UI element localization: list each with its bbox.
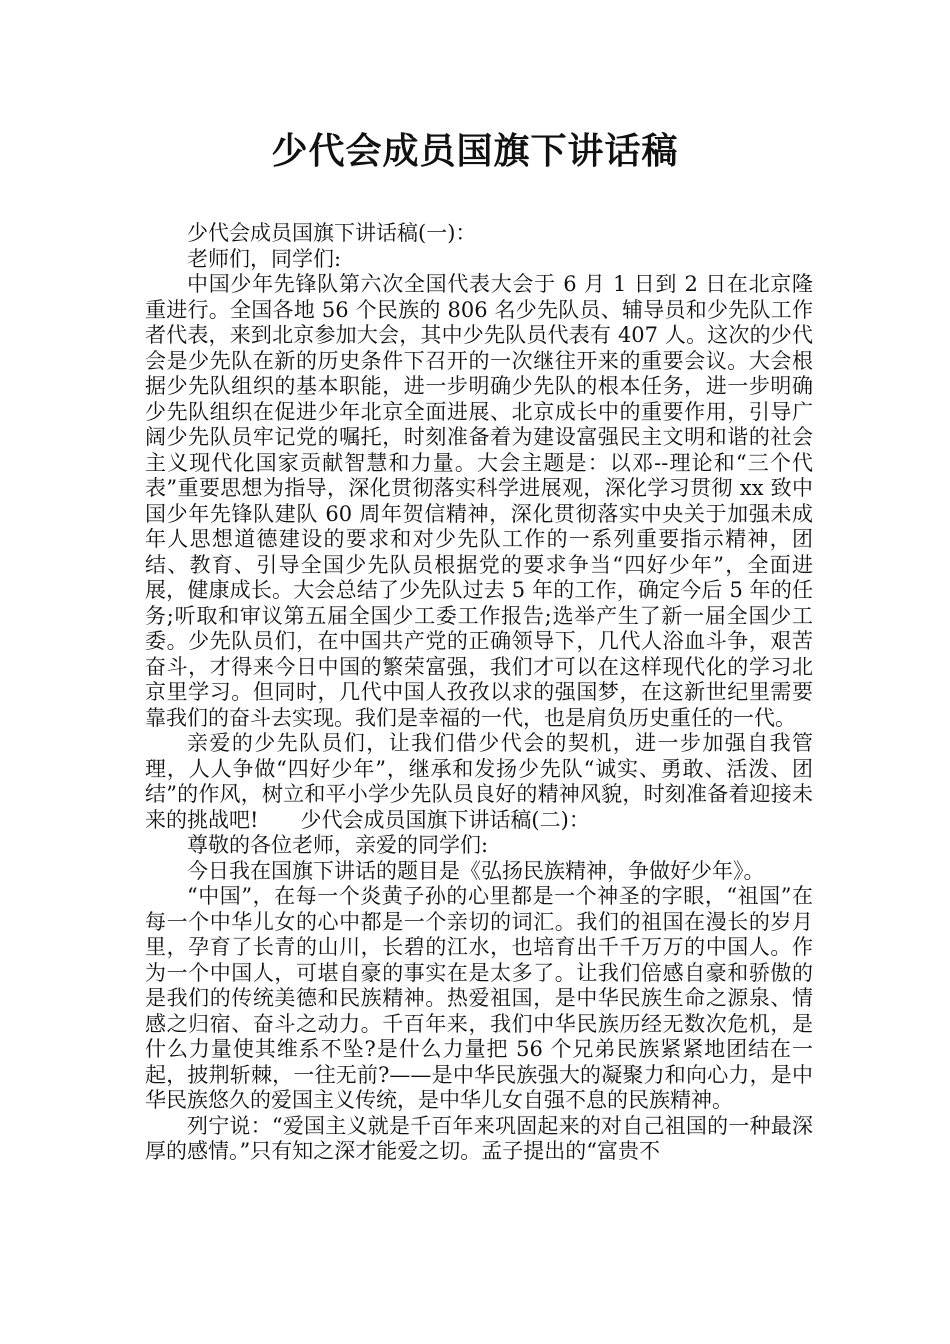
paragraph-salutation-1: 老师们，同学们: <box>187 246 342 271</box>
document-body <box>145 221 813 1165</box>
paragraph: 亲爱的少先队员们，让我们借少代会的契机，进一步加强自我管理，人人争做“四好少年”，继承和发扬少先队“诚实、勇敢、活泼、团结”的作风，树立和平小学少先队员良好的精神风貌，时刻准备着迎接未来的挑战吧! 少代会成员国旗下讲话稿(二)： <box>145 731 813 832</box>
paragraph: 中国少年先锋队第六次全国代表大会于 6 月 1 日到 2 日在北京隆重进行。全国各地 56 个民族的 806 名少先队员、辅导员和少先队工作者代表，来到北京参加大会，其中少先队员代表有 407 人。这次的少代会是少先队在新的历史条件下召开的一次继往开来的重要会议。大会根据少先队组织的基本职能，进一步明确少先队的根本任务，进一步明确少先队组织在促进少年北京全面进展、北京成长中的重要作用，引导广阔少先队员牢记党的嘱托，时刻准备着为建设富强民主文明和谐的社会主义现代化国家贡献智慧和力量。大会主题是：以邓--理论和“三个代表”重要思想为指导，深化贯彻落实科学进展观，深化学习贯彻 xx 致中国少年先锋队建队 60 周年贺信精神，深化贯彻落实中央关于加强未成年人思想道德建设的要求和对少先队工作的一系列重要指示精神，团结、教育、引导全国少先队员根据党的要求争当“四好少年”，全面进展，健康成长。大会总结了少先队过去 5 年的工作，确定今后 5 年的任务;听取和审议第五届全国少工委工作报告;选举产生了新一届全国少工委。少先队员们，在中国共产党的正确领导下，几代人浴血斗争，艰苦奋斗，才得来今日中国的繁荣富强，我们才可以在这样现代化的学习北京里学习。但同时，几代中国人孜孜以求的强国梦，在这新世纪里需要靠我们的奋斗去实现。我们是幸福的一代，也是肩负历史重任的一代。 <box>145 272 813 730</box>
paragraph: 今日我在国旗下讲话的题目是《弘扬民族精神，争做好少年》。 <box>187 858 765 883</box>
paragraph: “中国”，在每一个炎黄子孙的心里都是一个神圣的字眼，“祖国”在每一个中华儿女的心中都是一个亲切的词汇。我们的祖国在漫长的岁月里，孕育了长青的山川，长碧的江水，也培育出千千万万的中国人。作为一个中国人，可堪自豪的事实在是太多了。让我们倍感自豪和骄傲的是我们的传统美德和民族精神。热爱祖国，是中华民族生命之源泉、情感之归宿、奋斗之动力。千百年来，我们中华民族历经无数次危机，是什么力量使其维系不坠?是什么力量把 56 个兄弟民族紧紧地团结在一起，披荆斩棘，一往无前?——是中华民族强大的凝聚力和向心力，是中华民族悠久的爱国主义传统，是中华儿女自强不息的民族精神。 <box>145 884 813 1112</box>
document-title: 少代会成员国旗下讲话稿 <box>271 131 679 172</box>
paragraph-heading-1: 少代会成员国旗下讲话稿(一)： <box>187 221 477 245</box>
paragraph-salutation-2: 尊敬的各位老师，亲爱的同学们: <box>187 833 489 857</box>
paragraph: 列宁说：“爱国主义就是千百年来巩固起来的对自己祖国的一种最深厚的感情。”只有知之深才能爱之切。孟子提出的“富贵不 <box>145 1113 813 1163</box>
